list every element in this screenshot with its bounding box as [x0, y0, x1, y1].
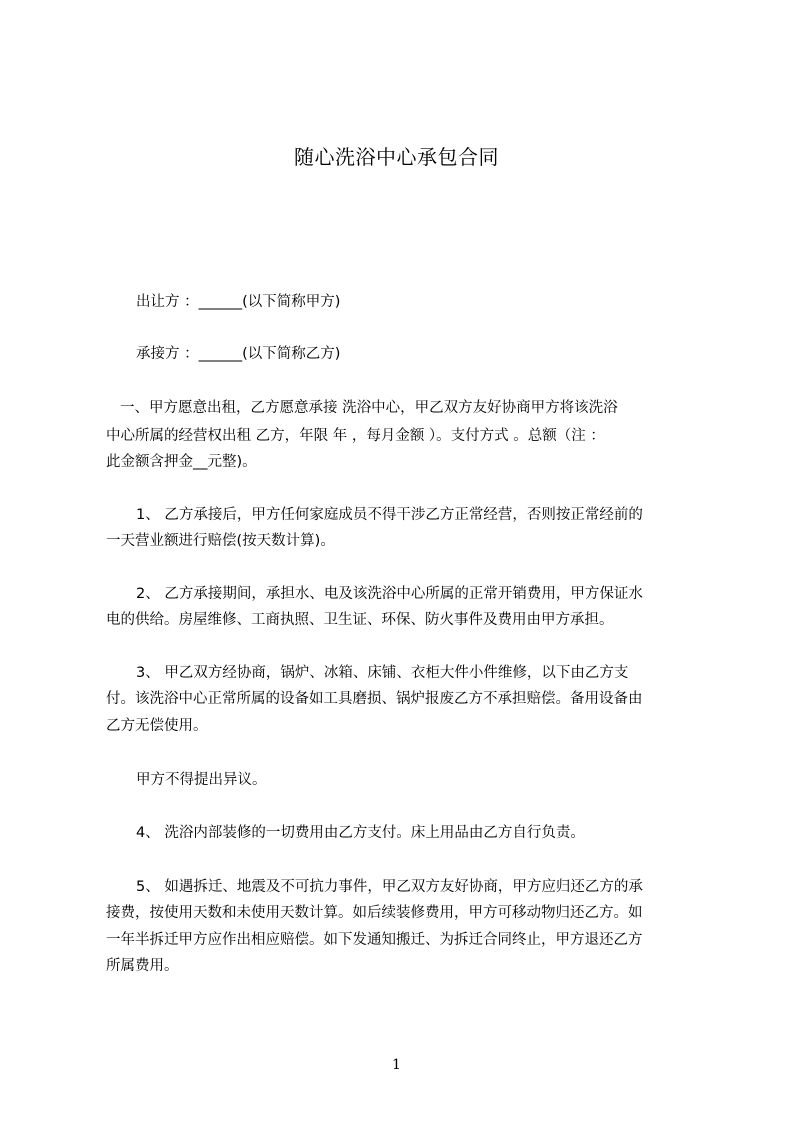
- clause-1-line-2: 一天营业额进行赔偿(按天数计算)。: [106, 533, 335, 549]
- clause-3-line-2: 付。该洗浴中心正常所属的设备如工具磨损、锅炉报废乙方不承担赔偿。备用设备由: [106, 691, 643, 707]
- clause-5-line-4: 所属费用。: [106, 958, 179, 974]
- clause-intro-line-3: 此金额含押金__元整)。: [106, 454, 257, 470]
- clause-intro-line-2: 中心所属的经营权出租 乙方，年限 年 ，每月金额 ）。支付方式 。总额（注 ：: [106, 428, 605, 444]
- clause-3-line-3: 乙方无偿使用。: [106, 718, 208, 734]
- clause-5-line-1: 5、 如遇拆迁、地震及不可抗力事件，甲乙双方友好协商，甲方应归还乙方的承: [136, 879, 643, 895]
- clause-4-line-1: 4、 洗浴内部装修的一切费用由乙方支付。床上用品由乙方自行负责。: [136, 825, 585, 841]
- clause-5-line-3: 一年半拆迁甲方应作出相应赔偿。如下发通知搬迁、为拆迁合同终止，甲方退还乙方: [106, 932, 643, 948]
- clause-2-line-2: 电的供给。房屋维修、工商执照、卫生证、环保、防火事件及费用由甲方承担。: [106, 612, 614, 628]
- clause-2-line-1: 2、 乙方承接期间，承担水、电及该洗浴中心所属的正常开销费用，甲方保证水: [136, 586, 643, 602]
- clause-5-line-2: 接费，按使用天数和未使用天数计算。如后续装修费用，甲方可移动物归还乙方。如: [106, 905, 643, 921]
- clause-1-line-1: 1、 乙方承接后，甲方任何家庭成员不得干涉乙方正常经营，否则按正常经前的: [136, 507, 643, 523]
- document-title: 随心洗浴中心承包合同: [294, 145, 499, 169]
- no-objection-line: 甲方不得提出异议。: [136, 772, 267, 788]
- page-number: 1: [392, 1057, 401, 1073]
- clause-3-line-1: 3、 甲乙双方经协商，锅炉、冰箱、床铺、衣柜大件小件维修，以下由乙方支: [136, 665, 629, 681]
- transferor-line: 出让方 ：______(以下简称甲方): [136, 294, 341, 310]
- contractor-line: 承接方 ：______(以下简称乙方): [136, 346, 341, 362]
- clause-intro-line-1: 一、甲方愿意出租，乙方愿意承接 洗浴中心，甲乙双方友好协商甲方将该洗浴: [120, 400, 618, 416]
